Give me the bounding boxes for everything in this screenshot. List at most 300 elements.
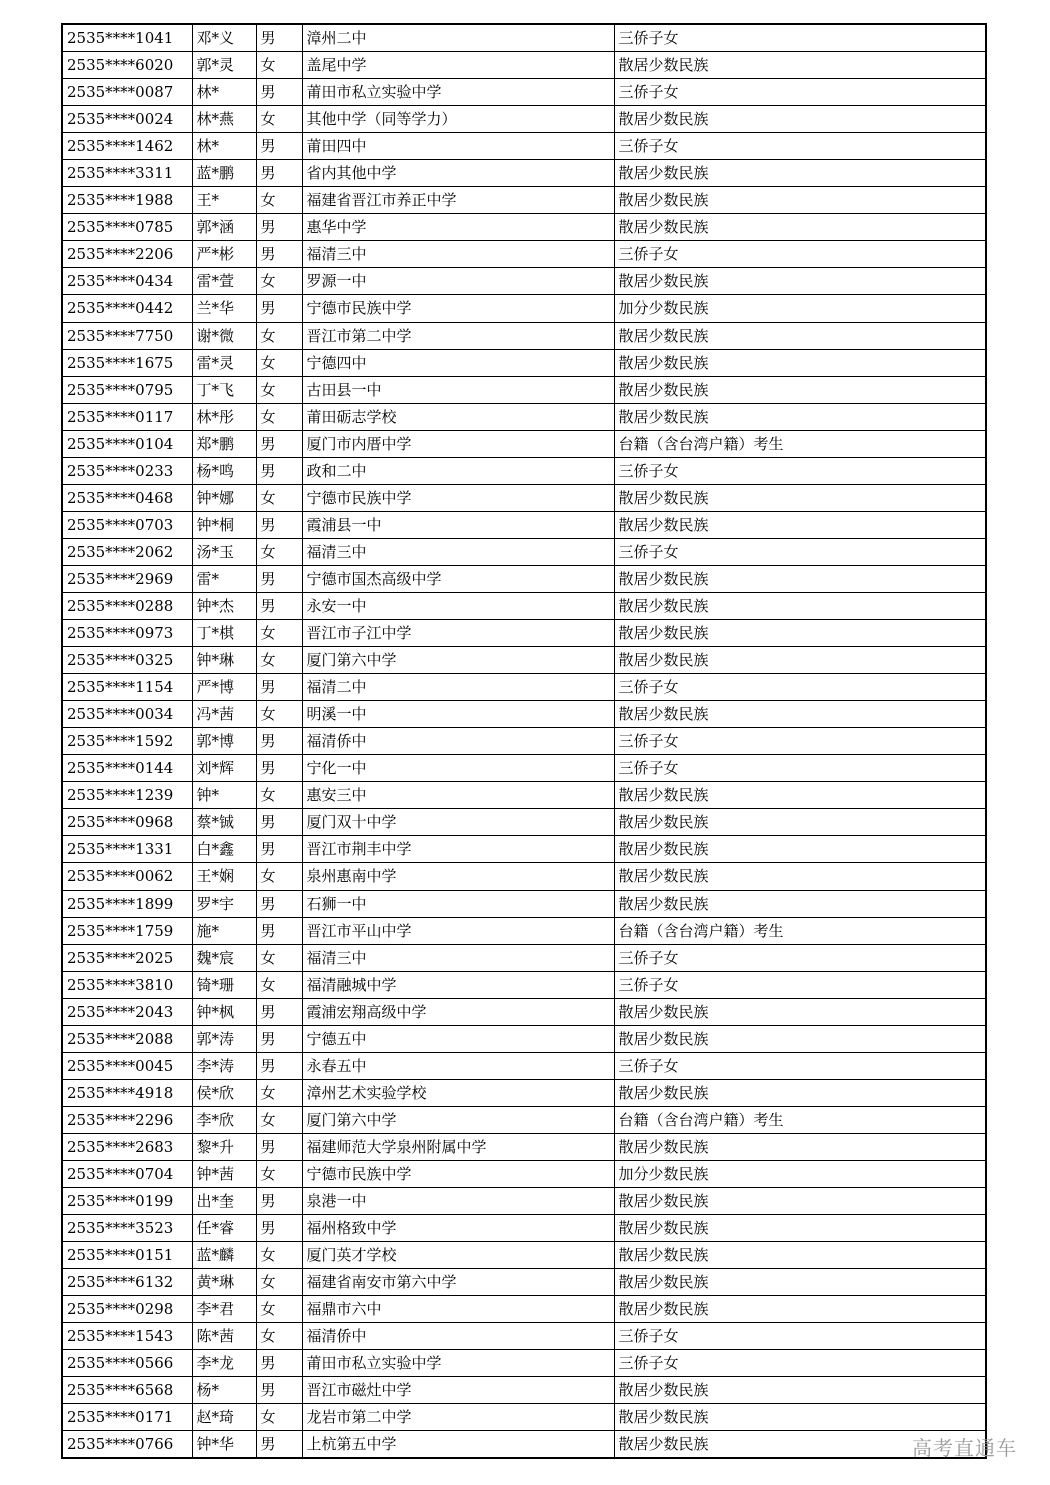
category-cell: 散居少数民族 (614, 863, 986, 890)
name-cell: 钟*娜 (192, 484, 256, 511)
school-cell: 福清融城中学 (302, 971, 614, 998)
exam-id-cell: 2535****1899 (62, 890, 192, 917)
table-row (62, 890, 986, 917)
watermark-text: 高考直通车 (912, 1436, 1017, 1460)
name-cell: 兰*华 (192, 295, 256, 322)
name-cell: 黎*升 (192, 1133, 256, 1160)
exam-id-cell: 2535****1592 (62, 728, 192, 755)
table-row (62, 1431, 986, 1459)
gender-cell: 男 (256, 1188, 302, 1215)
category-cell: 散居少数民族 (614, 1079, 986, 1106)
table-row (62, 863, 986, 890)
exam-id-cell: 2535****3810 (62, 971, 192, 998)
name-cell: 罗*宇 (192, 890, 256, 917)
gender-cell: 女 (256, 971, 302, 998)
name-cell: 王* (192, 187, 256, 214)
school-cell: 莆田市私立实验中学 (302, 79, 614, 106)
name-cell: 钟*琳 (192, 647, 256, 674)
table-row (62, 484, 986, 511)
exam-id-cell: 2535****0171 (62, 1404, 192, 1431)
exam-id-cell: 2535****1759 (62, 917, 192, 944)
category-cell: 散居少数民族 (614, 376, 986, 403)
candidate-table-body (62, 24, 986, 1458)
name-cell: 郭*博 (192, 728, 256, 755)
name-cell: 魏*宸 (192, 944, 256, 971)
table-row (62, 1025, 986, 1052)
school-cell: 福建省晋江市养正中学 (302, 187, 614, 214)
school-cell: 惠安三中 (302, 782, 614, 809)
school-cell: 宁德四中 (302, 349, 614, 376)
category-cell: 散居少数民族 (614, 52, 986, 79)
exam-id-cell: 2535****0034 (62, 701, 192, 728)
gender-cell: 女 (256, 484, 302, 511)
exam-id-cell: 2535****1331 (62, 836, 192, 863)
gender-cell: 女 (256, 863, 302, 890)
gender-cell: 男 (256, 79, 302, 106)
exam-id-cell: 2535****0045 (62, 1052, 192, 1079)
gender-cell: 男 (256, 1025, 302, 1052)
name-cell: 严*博 (192, 674, 256, 701)
name-cell: 林*燕 (192, 106, 256, 133)
gender-cell: 男 (256, 1052, 302, 1079)
name-cell: 汤*玉 (192, 538, 256, 565)
table-row (62, 52, 986, 79)
school-cell: 福清三中 (302, 241, 614, 268)
name-cell: 丁*飞 (192, 376, 256, 403)
table-row (62, 701, 986, 728)
table-row (62, 1079, 986, 1106)
school-cell: 莆田砺志学校 (302, 403, 614, 430)
exam-id-cell: 2535****1462 (62, 133, 192, 160)
exam-id-cell: 2535****1239 (62, 782, 192, 809)
exam-id-cell: 2535****2043 (62, 998, 192, 1025)
name-cell: 钟*华 (192, 1431, 256, 1459)
exam-id-cell: 2535****2969 (62, 565, 192, 592)
name-cell: 黄*琳 (192, 1269, 256, 1296)
table-row (62, 1377, 986, 1404)
school-cell: 泉州惠南中学 (302, 863, 614, 890)
gender-cell: 男 (256, 241, 302, 268)
exam-id-cell: 2535****0062 (62, 863, 192, 890)
table-row (62, 1404, 986, 1431)
name-cell: 李*君 (192, 1296, 256, 1323)
table-row (62, 1269, 986, 1296)
gender-cell: 女 (256, 1160, 302, 1187)
school-cell: 晋江市平山中学 (302, 917, 614, 944)
name-cell: 郭*涛 (192, 1025, 256, 1052)
table-row (62, 1242, 986, 1269)
school-cell: 永春五中 (302, 1052, 614, 1079)
gender-cell: 男 (256, 755, 302, 782)
exam-id-cell: 2535****4918 (62, 1079, 192, 1106)
category-cell: 散居少数民族 (614, 565, 986, 592)
school-cell: 泉港一中 (302, 1188, 614, 1215)
gender-cell: 男 (256, 214, 302, 241)
school-cell: 厦门英才学校 (302, 1242, 614, 1269)
name-cell: 郑*鹏 (192, 430, 256, 457)
category-cell: 散居少数民族 (614, 1404, 986, 1431)
category-cell: 三侨子女 (614, 1323, 986, 1350)
table-row (62, 971, 986, 998)
name-cell: 林*彤 (192, 403, 256, 430)
school-cell: 福清三中 (302, 538, 614, 565)
category-cell: 三侨子女 (614, 24, 986, 52)
exam-id-cell: 2535****0298 (62, 1296, 192, 1323)
table-row (62, 944, 986, 971)
gender-cell: 男 (256, 809, 302, 836)
school-cell: 福鼎市六中 (302, 1296, 614, 1323)
name-cell: 谢*微 (192, 322, 256, 349)
exam-id-cell: 2535****0704 (62, 1160, 192, 1187)
name-cell: 王*娴 (192, 863, 256, 890)
table-row (62, 1215, 986, 1242)
name-cell: 任*睿 (192, 1215, 256, 1242)
table-row (62, 565, 986, 592)
category-cell: 三侨子女 (614, 133, 986, 160)
gender-cell: 女 (256, 647, 302, 674)
table-row (62, 349, 986, 376)
exam-id-cell: 2535****0785 (62, 214, 192, 241)
gender-cell: 男 (256, 1350, 302, 1377)
table-row (62, 430, 986, 457)
category-cell: 三侨子女 (614, 674, 986, 701)
category-cell: 散居少数民族 (614, 511, 986, 538)
name-cell: 雷* (192, 565, 256, 592)
school-cell: 福清侨中 (302, 1323, 614, 1350)
table-row (62, 755, 986, 782)
exam-id-cell: 2535****2683 (62, 1133, 192, 1160)
table-row (62, 214, 986, 241)
table-row (62, 1296, 986, 1323)
school-cell: 厦门第六中学 (302, 647, 614, 674)
gender-cell: 男 (256, 836, 302, 863)
exam-id-cell: 2535****1543 (62, 1323, 192, 1350)
school-cell: 晋江市磁灶中学 (302, 1377, 614, 1404)
table-row (62, 998, 986, 1025)
exam-id-cell: 2535****0288 (62, 592, 192, 619)
category-cell: 台籍（含台湾户籍）考生 (614, 430, 986, 457)
candidate-table (61, 23, 987, 1459)
school-cell: 晋江市荆丰中学 (302, 836, 614, 863)
table-row (62, 511, 986, 538)
gender-cell: 男 (256, 592, 302, 619)
gender-cell: 男 (256, 430, 302, 457)
category-cell: 三侨子女 (614, 457, 986, 484)
category-cell: 加分少数民族 (614, 1160, 986, 1187)
gender-cell: 女 (256, 1296, 302, 1323)
table-row (62, 241, 986, 268)
gender-cell: 男 (256, 998, 302, 1025)
table-row (62, 674, 986, 701)
category-cell: 散居少数民族 (614, 1431, 986, 1459)
exam-id-cell: 2535****3523 (62, 1215, 192, 1242)
name-cell: 李*欣 (192, 1106, 256, 1133)
school-cell: 明溪一中 (302, 701, 614, 728)
gender-cell: 男 (256, 1133, 302, 1160)
gender-cell: 女 (256, 1079, 302, 1106)
gender-cell: 男 (256, 160, 302, 187)
gender-cell: 男 (256, 1431, 302, 1459)
exam-id-cell: 2535****6020 (62, 52, 192, 79)
school-cell: 福建师范大学泉州附属中学 (302, 1133, 614, 1160)
school-cell: 宁德市国杰高级中学 (302, 565, 614, 592)
school-cell: 盖尾中学 (302, 52, 614, 79)
category-cell: 散居少数民族 (614, 1296, 986, 1323)
category-cell: 散居少数民族 (614, 1242, 986, 1269)
exam-id-cell: 2535****0117 (62, 403, 192, 430)
table-row (62, 24, 986, 52)
table-row (62, 538, 986, 565)
gender-cell: 女 (256, 268, 302, 295)
table-row (62, 376, 986, 403)
name-cell: 冯*茜 (192, 701, 256, 728)
category-cell: 散居少数民族 (614, 592, 986, 619)
gender-cell: 男 (256, 511, 302, 538)
school-cell: 霞浦县一中 (302, 511, 614, 538)
gender-cell: 男 (256, 295, 302, 322)
school-cell: 福清二中 (302, 674, 614, 701)
table-row (62, 133, 986, 160)
table-row (62, 1160, 986, 1187)
table-row (62, 106, 986, 133)
exam-id-cell: 2535****0233 (62, 457, 192, 484)
name-cell: 林* (192, 79, 256, 106)
school-cell: 厦门市内厝中学 (302, 430, 614, 457)
table-row (62, 187, 986, 214)
school-cell: 古田县一中 (302, 376, 614, 403)
gender-cell: 女 (256, 187, 302, 214)
school-cell: 厦门第六中学 (302, 1106, 614, 1133)
exam-id-cell: 2535****0766 (62, 1431, 192, 1459)
exam-id-cell: 2535****6132 (62, 1269, 192, 1296)
exam-id-cell: 2535****2296 (62, 1106, 192, 1133)
exam-id-cell: 2535****0199 (62, 1188, 192, 1215)
category-cell: 三侨子女 (614, 79, 986, 106)
gender-cell: 男 (256, 917, 302, 944)
school-cell: 福清侨中 (302, 728, 614, 755)
category-cell: 散居少数民族 (614, 1269, 986, 1296)
category-cell: 散居少数民族 (614, 836, 986, 863)
table-row (62, 1052, 986, 1079)
name-cell: 林* (192, 133, 256, 160)
table-row (62, 1133, 986, 1160)
gender-cell: 女 (256, 538, 302, 565)
table-row (62, 809, 986, 836)
name-cell: 杨*鸣 (192, 457, 256, 484)
gender-cell: 男 (256, 457, 302, 484)
exam-id-cell: 2535****3311 (62, 160, 192, 187)
gender-cell: 女 (256, 701, 302, 728)
exam-id-cell: 2535****0087 (62, 79, 192, 106)
gender-cell: 男 (256, 674, 302, 701)
gender-cell: 男 (256, 890, 302, 917)
gender-cell: 女 (256, 1404, 302, 1431)
category-cell: 散居少数民族 (614, 998, 986, 1025)
table-row (62, 1323, 986, 1350)
gender-cell: 女 (256, 1242, 302, 1269)
table-row (62, 836, 986, 863)
exam-id-cell: 2535****0434 (62, 268, 192, 295)
name-cell: 李*龙 (192, 1350, 256, 1377)
table-row (62, 620, 986, 647)
gender-cell: 女 (256, 782, 302, 809)
school-cell: 省内其他中学 (302, 160, 614, 187)
exam-id-cell: 2535****6568 (62, 1377, 192, 1404)
school-cell: 宁德五中 (302, 1025, 614, 1052)
table-row (62, 1188, 986, 1215)
gender-cell: 女 (256, 1269, 302, 1296)
category-cell: 三侨子女 (614, 944, 986, 971)
gender-cell: 男 (256, 24, 302, 52)
name-cell: 陈*茜 (192, 1323, 256, 1350)
name-cell: 白*鑫 (192, 836, 256, 863)
exam-id-cell: 2535****0968 (62, 809, 192, 836)
school-cell: 福建省南安市第六中学 (302, 1269, 614, 1296)
name-cell: 郭*灵 (192, 52, 256, 79)
name-cell: 出*奎 (192, 1188, 256, 1215)
name-cell: 蓝*鹏 (192, 160, 256, 187)
exam-id-cell: 2535****0795 (62, 376, 192, 403)
school-cell: 漳州二中 (302, 24, 614, 52)
category-cell: 三侨子女 (614, 1052, 986, 1079)
name-cell: 钟*枫 (192, 998, 256, 1025)
name-cell: 赵*琦 (192, 1404, 256, 1431)
category-cell: 散居少数民族 (614, 1188, 986, 1215)
category-cell: 散居少数民族 (614, 620, 986, 647)
name-cell: 雷*萱 (192, 268, 256, 295)
name-cell: 锜*珊 (192, 971, 256, 998)
exam-id-cell: 2535****0442 (62, 295, 192, 322)
table-row (62, 782, 986, 809)
school-cell: 政和二中 (302, 457, 614, 484)
exam-id-cell: 2535****2206 (62, 241, 192, 268)
school-cell: 晋江市第二中学 (302, 322, 614, 349)
category-cell: 散居少数民族 (614, 809, 986, 836)
category-cell: 散居少数民族 (614, 1025, 986, 1052)
school-cell: 霞浦宏翔高级中学 (302, 998, 614, 1025)
name-cell: 杨* (192, 1377, 256, 1404)
category-cell: 散居少数民族 (614, 647, 986, 674)
exam-id-cell: 2535****0325 (62, 647, 192, 674)
name-cell: 邓*义 (192, 24, 256, 52)
exam-id-cell: 2535****2025 (62, 944, 192, 971)
school-cell: 永安一中 (302, 592, 614, 619)
name-cell: 钟*茜 (192, 1160, 256, 1187)
exam-id-cell: 2535****1988 (62, 187, 192, 214)
name-cell: 严*彬 (192, 241, 256, 268)
table-row (62, 295, 986, 322)
category-cell: 台籍（含台湾户籍）考生 (614, 1106, 986, 1133)
table-row (62, 1350, 986, 1377)
category-cell: 散居少数民族 (614, 349, 986, 376)
category-cell: 三侨子女 (614, 1350, 986, 1377)
gender-cell: 男 (256, 133, 302, 160)
category-cell: 加分少数民族 (614, 295, 986, 322)
category-cell: 散居少数民族 (614, 214, 986, 241)
school-cell: 莆田四中 (302, 133, 614, 160)
category-cell: 散居少数民族 (614, 322, 986, 349)
school-cell: 福清三中 (302, 944, 614, 971)
category-cell: 散居少数民族 (614, 782, 986, 809)
gender-cell: 女 (256, 620, 302, 647)
school-cell: 宁德市民族中学 (302, 1160, 614, 1187)
exam-id-cell: 2535****1675 (62, 349, 192, 376)
category-cell: 台籍（含台湾户籍）考生 (614, 917, 986, 944)
table-row (62, 322, 986, 349)
gender-cell: 女 (256, 349, 302, 376)
category-cell: 三侨子女 (614, 971, 986, 998)
name-cell: 蓝*麟 (192, 1242, 256, 1269)
table-row (62, 403, 986, 430)
category-cell: 散居少数民族 (614, 106, 986, 133)
category-cell: 三侨子女 (614, 241, 986, 268)
category-cell: 散居少数民族 (614, 160, 986, 187)
school-cell: 石狮一中 (302, 890, 614, 917)
name-cell: 蔡*铖 (192, 809, 256, 836)
exam-id-cell: 2535****7750 (62, 322, 192, 349)
table-row (62, 457, 986, 484)
name-cell: 侯*欣 (192, 1079, 256, 1106)
table-row (62, 160, 986, 187)
gender-cell: 女 (256, 944, 302, 971)
gender-cell: 男 (256, 565, 302, 592)
table-row (62, 728, 986, 755)
table-row (62, 79, 986, 106)
school-cell: 宁德市民族中学 (302, 484, 614, 511)
gender-cell: 女 (256, 376, 302, 403)
school-cell: 漳州艺术实验学校 (302, 1079, 614, 1106)
gender-cell: 女 (256, 1106, 302, 1133)
category-cell: 三侨子女 (614, 755, 986, 782)
school-cell: 宁化一中 (302, 755, 614, 782)
gender-cell: 男 (256, 1377, 302, 1404)
category-cell: 三侨子女 (614, 538, 986, 565)
table-row (62, 1106, 986, 1133)
name-cell: 丁*棋 (192, 620, 256, 647)
exam-id-cell: 2535****1041 (62, 24, 192, 52)
exam-id-cell: 2535****2088 (62, 1025, 192, 1052)
category-cell: 散居少数民族 (614, 187, 986, 214)
category-cell: 散居少数民族 (614, 701, 986, 728)
exam-id-cell: 2535****0973 (62, 620, 192, 647)
name-cell: 施* (192, 917, 256, 944)
table-row (62, 917, 986, 944)
gender-cell: 女 (256, 106, 302, 133)
category-cell: 散居少数民族 (614, 403, 986, 430)
gender-cell: 女 (256, 322, 302, 349)
gender-cell: 男 (256, 728, 302, 755)
school-cell: 龙岩市第二中学 (302, 1404, 614, 1431)
gender-cell: 女 (256, 52, 302, 79)
exam-id-cell: 2535****2062 (62, 538, 192, 565)
school-cell: 晋江市子江中学 (302, 620, 614, 647)
gender-cell: 男 (256, 1215, 302, 1242)
name-cell: 钟*桐 (192, 511, 256, 538)
exam-id-cell: 2535****0144 (62, 755, 192, 782)
category-cell: 三侨子女 (614, 728, 986, 755)
gender-cell: 女 (256, 403, 302, 430)
exam-id-cell: 2535****0151 (62, 1242, 192, 1269)
exam-id-cell: 2535****0104 (62, 430, 192, 457)
category-cell: 散居少数民族 (614, 484, 986, 511)
exam-id-cell: 2535****0024 (62, 106, 192, 133)
school-cell: 上杭第五中学 (302, 1431, 614, 1459)
exam-id-cell: 2535****1154 (62, 674, 192, 701)
category-cell: 散居少数民族 (614, 1377, 986, 1404)
name-cell: 李*涛 (192, 1052, 256, 1079)
exam-id-cell: 2535****0566 (62, 1350, 192, 1377)
table-row (62, 592, 986, 619)
